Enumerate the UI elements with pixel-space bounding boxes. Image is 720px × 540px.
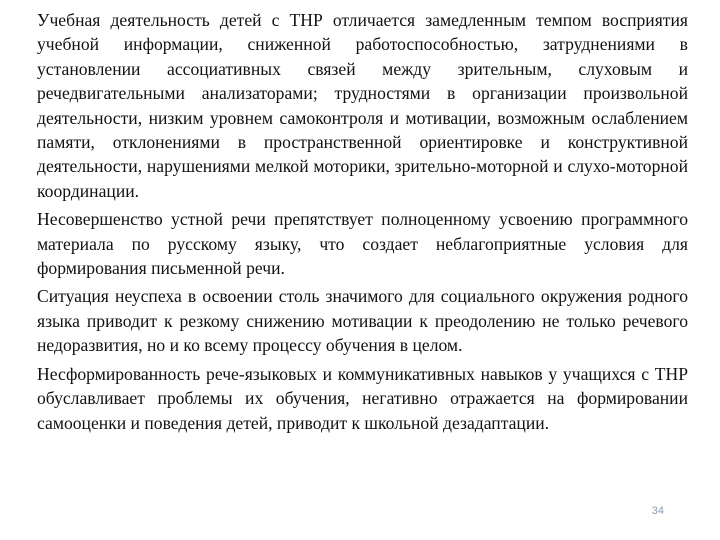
- paragraph-oral-speech: Несовершенство устной речи препятствует полноценному усвоению программного материала по русскому языку, что создает неблагоприятные условия для формирования письменной речи.: [37, 209, 688, 279]
- paragraph-learning-activity: Учебная деятельность детей с ТНР отличается замедленным темпом восприятия учебной информации, сниженной работоспособностью, затруднениями в установлении ассоциативных связей между зрительным, слуховым и речедвигательными анализаторами; трудностями в организации произвольной деятельности, низким уровнем самоконтроля и мотивации, возможным ослаблением памяти, отклонениями в пространственной ориентировке и конструктивной деятельности, нарушениями мелкой моторики, зрительно-моторной и слухо-моторной координации.: [37, 10, 688, 201]
- page-number: 34: [651, 505, 664, 517]
- text-body: [37, 8, 688, 439]
- paragraph-communication-skills: Несформированность рече-языковых и коммуникативных навыков у учащихся с ТНР обуславливает проблемы их обучения, негативно отражается на формировании самооценки и поведения детей, приводит к школьной дезадаптации.: [37, 363, 688, 433]
- paragraph-failure-situation: Ситуация неуспеха в освоении столь значимого для социального окружения родного языка приводит к резкому снижению мотивации к преодолению не только речевого недоразвития, но и ко всему процессу обучения в целом.: [37, 286, 688, 356]
